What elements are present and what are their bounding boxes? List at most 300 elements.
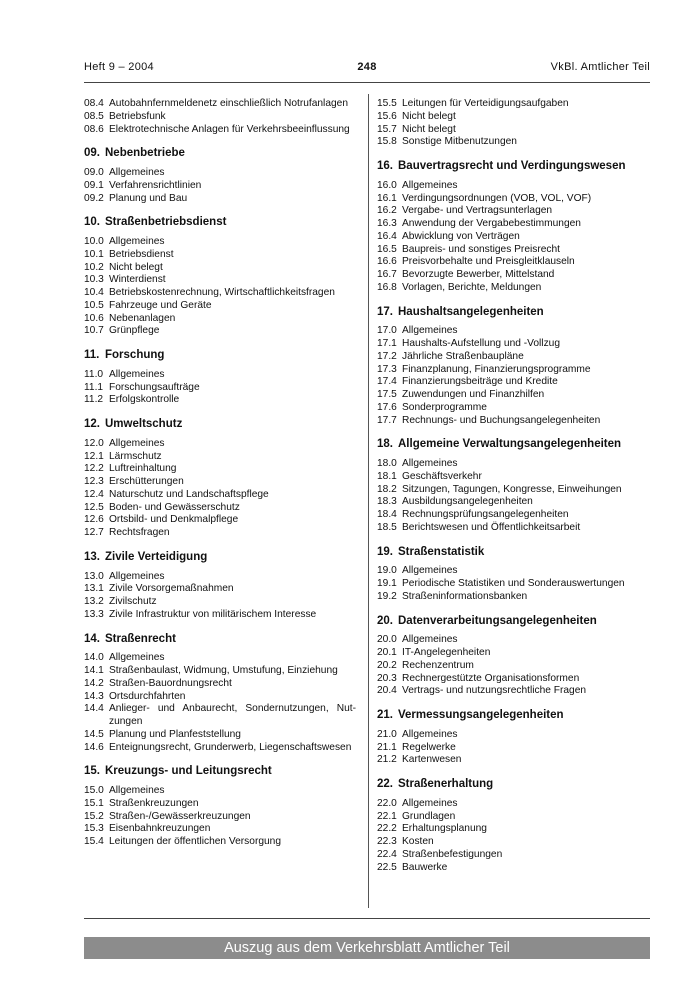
section-title-text: Nebenbetriebe [105, 147, 185, 160]
item-number: 20.0 [377, 634, 397, 646]
item-number: 10.2 [84, 261, 104, 273]
item-text: Verfahrensrichtlinien [109, 179, 202, 191]
item-text: Allgemeines [402, 179, 458, 191]
item-text: Allgemeines [402, 728, 458, 740]
list-item [377, 205, 650, 218]
item-text: Planung und Bau [109, 192, 188, 204]
item-text: Planung und Planfeststellung [109, 728, 241, 740]
list-item [84, 300, 356, 313]
list-item [377, 98, 650, 111]
section-title-text: Allgemeine Verwaltungsangelegenheiten [398, 438, 622, 451]
item-number: 11.1 [84, 381, 104, 393]
list-item [84, 742, 356, 755]
item-text: Allgemeines [109, 785, 165, 796]
item-text: Leitungen der öffentlichen Versorgung [109, 836, 281, 847]
item-text: Betriebsfunk [109, 110, 166, 122]
section-title [84, 147, 356, 160]
item-number: 15.1 [84, 797, 104, 809]
list-item [84, 678, 356, 691]
list-item [377, 231, 650, 244]
section [84, 147, 356, 205]
section-number: 22. [377, 778, 393, 790]
item-number: 13.1 [84, 583, 104, 595]
list-item [377, 647, 650, 660]
list-item [84, 325, 356, 338]
list-item [377, 742, 650, 755]
list-item [84, 514, 356, 527]
item-number: 22.4 [377, 848, 397, 860]
item-text: Bevorzugte Bewerber, Mittelstand [402, 269, 555, 280]
item-number: 08.5 [84, 110, 104, 122]
list-item [377, 729, 650, 742]
item-number: 10.7 [84, 325, 104, 337]
item-text: Grundlagen [402, 810, 456, 822]
list-item [377, 823, 650, 836]
list-item [84, 489, 356, 502]
item-text: Allgemeines [402, 458, 458, 469]
item-number: 09.0 [84, 167, 104, 178]
section [377, 306, 650, 428]
item-text: Zivilschutz [109, 596, 157, 607]
item-text: Allgemeines [402, 634, 458, 646]
list-item [377, 578, 650, 591]
list-item [377, 849, 650, 862]
list-item [84, 823, 356, 836]
list-item [84, 287, 356, 300]
list-item [377, 269, 650, 282]
page-header [84, 61, 650, 77]
item-text: Rechnungsprüfungsangelegenheiten [402, 509, 569, 520]
item-number: 15.4 [84, 836, 104, 847]
section-title [84, 765, 356, 778]
item-number: 08.6 [84, 123, 104, 135]
item-number: 12.3 [84, 476, 104, 487]
section-title-text: Haushaltsangelegenheiten [398, 305, 544, 318]
item-text: Preisvorbehalte und Preisgleitklauseln [402, 256, 575, 268]
section-title [84, 216, 356, 229]
item-text: Enteignungsrecht, Grunderwerb, Liegenschaftswesen [109, 741, 352, 753]
item-text: Sonstige Mitbenutzungen [402, 136, 517, 148]
list-item [377, 338, 650, 351]
item-number: 09.2 [84, 192, 104, 204]
list-item [84, 703, 356, 729]
item-text: Straßen-Bauordnungsrecht [109, 677, 232, 689]
list-item [84, 463, 356, 476]
item-text: Geschäftsverkehr [402, 470, 482, 482]
list-item [84, 124, 356, 137]
item-number: 15.6 [377, 110, 397, 122]
section-title-text: Straßenbetriebsdienst [105, 216, 227, 229]
list-item [377, 673, 650, 686]
section-title-text: Kreuzungs- und Leitungsrecht [105, 765, 272, 778]
item-number: 12.5 [84, 501, 104, 513]
list-item [377, 591, 650, 604]
item-number: 22.1 [377, 810, 397, 822]
item-number: 22.3 [377, 836, 397, 847]
item-text: Straßenbefestigungen [402, 848, 503, 860]
item-text: Ausbildungsangelegenheiten [402, 496, 533, 508]
item-text: Straßeninformationsbanken [402, 590, 528, 602]
item-number: 16.8 [377, 281, 397, 293]
item-text: Allgemeines [109, 167, 165, 178]
section [377, 615, 650, 699]
list-item [377, 484, 650, 497]
section-number: 10. [84, 216, 100, 229]
list-item [84, 502, 356, 515]
section-number: 19. [377, 545, 393, 558]
section-title [84, 349, 356, 362]
list-item [377, 754, 650, 767]
item-number: 17.2 [377, 350, 397, 362]
item-text: Finanzplanung, Finanzierungsprogramme [402, 363, 591, 375]
item-text: Allgemeines [402, 797, 458, 809]
list-item [84, 111, 356, 124]
section [84, 633, 356, 755]
item-number: 21.2 [377, 754, 397, 766]
item-number: 12.7 [84, 527, 104, 538]
item-number: 22.5 [377, 861, 397, 873]
item-text: IT-Angelegenheiten [402, 647, 491, 658]
list-item [377, 136, 650, 149]
section-title-text: Straßenstatistik [398, 545, 485, 558]
section [377, 778, 650, 874]
list-item [377, 402, 650, 415]
item-text: Anwendung der Vergabebestimmungen [402, 218, 581, 229]
section-title-text: Datenverarbeitungsangelegenheiten [398, 614, 597, 627]
item-text: Nicht belegt [109, 261, 163, 273]
item-text: Elektrotechnische Anlagen für Verkehrsbeeinflussung [109, 123, 350, 135]
section-number: 16. [377, 160, 393, 172]
item-number: 13.3 [84, 608, 104, 620]
item-text: Erfolgskontrolle [109, 394, 180, 406]
item-number: 16.4 [377, 230, 397, 242]
list-item [377, 376, 650, 389]
item-text: Straßenbaulast, Widmung, Umstufung, Einziehung [109, 665, 338, 676]
list-item [84, 691, 356, 704]
section-title [377, 438, 650, 451]
item-text: Zuwendungen und Finanzhilfen [402, 389, 545, 400]
section-number: 09. [84, 147, 100, 160]
right-column [377, 98, 650, 885]
item-number: 10.0 [84, 236, 104, 247]
item-text: Allgemeines [109, 437, 165, 449]
item-number: 21.0 [377, 728, 397, 740]
item-number: 16.0 [377, 179, 397, 191]
item-number: 15.8 [377, 136, 397, 148]
item-number: 19.2 [377, 590, 397, 602]
item-number: 15.3 [84, 823, 104, 835]
continued-items [377, 98, 650, 149]
item-text: Periodische Statistiken und Sonderauswertungen [402, 578, 625, 589]
item-text: Bauwerke [402, 861, 448, 873]
section-title [84, 418, 356, 431]
list-item [84, 609, 356, 622]
item-text: Nicht belegt [402, 110, 456, 122]
item-number: 11.2 [84, 394, 104, 406]
list-item [84, 836, 356, 849]
item-number: 18.5 [377, 521, 397, 533]
item-number: 10.6 [84, 312, 104, 324]
item-text: Berichtswesen und Öffentlichkeitsarbeit [402, 521, 581, 533]
list-item [84, 596, 356, 609]
list-item [84, 98, 356, 111]
list-item [84, 811, 356, 824]
item-text: Grünpflege [109, 325, 160, 337]
item-text: Leitungen für Verteidigungsaufgaben [402, 98, 569, 109]
item-text: Straßen-/Gewässerkreuzungen [109, 810, 251, 822]
item-text: Abwicklung von Verträgen [402, 230, 520, 242]
list-item [84, 583, 356, 596]
section-number: 14. [84, 632, 100, 645]
item-number: 12.4 [84, 488, 104, 500]
section-title-text: Bauvertragsrecht und Verdingungswesen [398, 160, 626, 172]
list-item [84, 652, 356, 665]
item-text: Allgemeines [402, 325, 458, 337]
item-text: Haushalts-Aufstellung und -Vollzug [402, 338, 561, 349]
list-item [377, 798, 650, 811]
item-number: 14.4 [84, 703, 104, 715]
item-number: 21.1 [377, 741, 397, 753]
item-number: 14.1 [84, 665, 104, 676]
item-text: Baupreis- und sonstiges Preisrecht [402, 243, 560, 255]
item-number: 12.0 [84, 437, 104, 449]
item-number: 10.3 [84, 274, 104, 286]
section-title-text: Straßenrecht [105, 632, 176, 645]
item-text: Rechtsfragen [109, 527, 170, 538]
list-item [377, 111, 650, 124]
section-number: 13. [84, 550, 100, 563]
item-number: 13.2 [84, 596, 104, 607]
item-text: Naturschutz und Landschaftspflege [109, 488, 269, 500]
list-item [84, 785, 356, 798]
item-number: 22.0 [377, 797, 397, 809]
list-item [84, 798, 356, 811]
item-text: Betriebskostenrechnung, Wirtschaftlichkeitsfragen [109, 287, 335, 298]
item-number: 17.0 [377, 325, 397, 337]
section-title [84, 633, 356, 646]
item-text: Anlieger- und Anbaurecht, Sondernutzungen, Nutzungen [109, 703, 356, 727]
list-item [84, 249, 356, 262]
item-number: 17.1 [377, 338, 397, 349]
item-text: Kosten [402, 836, 434, 847]
item-number: 11.0 [84, 368, 104, 380]
item-number: 18.4 [377, 509, 397, 520]
item-number: 18.0 [377, 458, 397, 469]
section-title [377, 709, 650, 722]
list-item [84, 382, 356, 395]
list-item [377, 218, 650, 231]
item-text: Rechenzentrum [402, 659, 474, 671]
item-number: 10.4 [84, 287, 104, 298]
section [377, 546, 650, 604]
list-item [377, 660, 650, 673]
page-number: 248 [357, 61, 377, 73]
list-item [84, 476, 356, 489]
list-item [377, 811, 650, 824]
list-item [377, 458, 650, 471]
item-text: Jährliche Straßenbaupläne [402, 350, 524, 362]
column-divider [368, 94, 369, 908]
section [84, 765, 356, 849]
section-title [84, 551, 356, 564]
footer-rule [84, 918, 650, 919]
list-item [84, 274, 356, 287]
list-item [84, 571, 356, 584]
item-text: Allgemeines [109, 570, 165, 582]
item-text: Winterdienst [109, 274, 166, 286]
section [377, 438, 650, 534]
list-item [377, 496, 650, 509]
section-number: 18. [377, 438, 393, 451]
item-number: 17.5 [377, 389, 397, 400]
item-text: Eisenbahnkreuzungen [109, 823, 211, 835]
section [377, 160, 650, 295]
list-item [84, 527, 356, 540]
item-text: Regelwerke [402, 741, 456, 753]
item-text: Nicht belegt [402, 123, 456, 135]
section [377, 709, 650, 767]
item-number: 17.6 [377, 401, 397, 413]
item-number: 19.1 [377, 578, 397, 589]
item-number: 18.3 [377, 496, 397, 508]
item-number: 16.6 [377, 256, 397, 268]
section-title-text: Forschung [105, 349, 165, 361]
list-item [377, 415, 650, 428]
footer-banner [84, 937, 650, 959]
issue-label: Heft 9 – 2004 [84, 61, 154, 73]
list-item [377, 471, 650, 484]
item-text: Ortsbild- und Denkmalpflege [109, 514, 239, 526]
item-text: Betriebsdienst [109, 248, 174, 260]
item-number: 18.2 [377, 483, 397, 495]
list-item [377, 685, 650, 698]
item-text: Verdingungsordnungen (VOB, VOL, VOF) [402, 192, 592, 204]
list-item [84, 665, 356, 678]
item-text: Vergabe- und Vertragsunterlagen [402, 205, 553, 217]
list-item [84, 180, 356, 193]
section [84, 418, 356, 540]
item-number: 10.1 [84, 248, 104, 260]
item-number: 17.7 [377, 414, 397, 426]
list-item [377, 256, 650, 269]
section-title [377, 615, 650, 628]
item-number: 20.3 [377, 672, 397, 684]
list-item [84, 262, 356, 275]
item-text: Erhaltungsplanung [402, 823, 487, 835]
item-text: Boden- und Gewässerschutz [109, 501, 240, 513]
list-item [84, 438, 356, 451]
item-number: 14.2 [84, 677, 104, 689]
section-title-text: Straßenerhaltung [398, 778, 494, 790]
list-item [377, 244, 650, 257]
item-text: Ortsdurchfahrten [109, 690, 186, 702]
list-item [377, 509, 650, 522]
item-text: Autobahnfernmeldenetz einschließlich Notrufanlagen [109, 98, 348, 109]
section-number: 15. [84, 765, 100, 778]
item-text: Straßenkreuzungen [109, 797, 199, 809]
section-title [377, 546, 650, 559]
item-number: 16.1 [377, 192, 397, 204]
continued-items [84, 98, 356, 136]
section-title [377, 778, 650, 791]
item-text: Zivile Vorsorgemaßnahmen [109, 583, 234, 595]
list-item [377, 862, 650, 875]
item-text: Vorlagen, Berichte, Meldungen [402, 281, 542, 293]
item-number: 15.5 [377, 98, 397, 109]
item-text: Erschütterungen [109, 476, 184, 487]
journal-label: VkBl. Amtlicher Teil [550, 61, 650, 73]
list-item [377, 522, 650, 535]
item-number: 18.1 [377, 470, 397, 482]
list-item [377, 634, 650, 647]
list-item [84, 313, 356, 326]
item-text: Sitzungen, Tagungen, Kongresse, Einweihungen [402, 483, 622, 495]
list-item [84, 451, 356, 464]
list-item [377, 351, 650, 364]
section-title-text: Zivile Verteidigung [105, 550, 208, 563]
list-item [84, 193, 356, 206]
item-text: Vertrags- und nutzungsrechtliche Fragen [402, 685, 587, 697]
item-number: 19.0 [377, 565, 397, 577]
item-number: 20.1 [377, 647, 397, 658]
header-rule [84, 82, 650, 83]
item-text: Kartenwesen [402, 754, 462, 766]
section-number: 17. [377, 305, 393, 318]
item-text: Allgemeines [109, 368, 165, 380]
list-item [377, 180, 650, 193]
section-number: 12. [84, 418, 100, 430]
section [84, 216, 356, 338]
section [84, 551, 356, 622]
item-number: 20.2 [377, 659, 397, 671]
item-number: 12.2 [84, 463, 104, 475]
item-text: Forschungsaufträge [109, 381, 200, 393]
list-item [377, 193, 650, 206]
item-number: 15.7 [377, 123, 397, 135]
item-text: Allgemeines [109, 236, 165, 247]
item-text: Rechnungs- und Buchungsangelegenheiten [402, 414, 601, 426]
item-number: 08.4 [84, 98, 104, 109]
item-number: 10.5 [84, 299, 104, 311]
list-item [377, 565, 650, 578]
list-item [377, 124, 650, 137]
list-item [84, 236, 356, 249]
item-number: 17.4 [377, 376, 397, 388]
item-text: Allgemeines [402, 565, 458, 577]
item-text: Luftreinhaltung [109, 463, 177, 475]
item-text: Rechnergestützte Organisationsformen [402, 672, 580, 684]
section [84, 349, 356, 407]
item-number: 16.2 [377, 205, 397, 217]
item-number: 15.2 [84, 810, 104, 822]
list-item [84, 369, 356, 382]
item-text: Sonderprogramme [402, 401, 487, 413]
section-title [377, 160, 650, 173]
item-number: 13.0 [84, 570, 104, 582]
item-number: 14.5 [84, 728, 104, 740]
section-number: 11. [84, 349, 100, 361]
item-text: Fahrzeuge und Geräte [109, 299, 212, 311]
section-title-text: Vermessungsangelegenheiten [398, 709, 564, 721]
footer-banner-text: Auszug aus dem Verkehrsblatt Amtlicher Teil [224, 940, 510, 956]
item-number: 16.3 [377, 218, 397, 229]
section-number: 20. [377, 614, 393, 627]
item-text: Finanzierungsbeiträge und Kredite [402, 376, 558, 388]
list-item [84, 394, 356, 407]
list-item [377, 282, 650, 295]
item-text: Zivile Infrastruktur von militärischem Interesse [109, 608, 317, 620]
item-text: Nebenanlagen [109, 312, 176, 324]
